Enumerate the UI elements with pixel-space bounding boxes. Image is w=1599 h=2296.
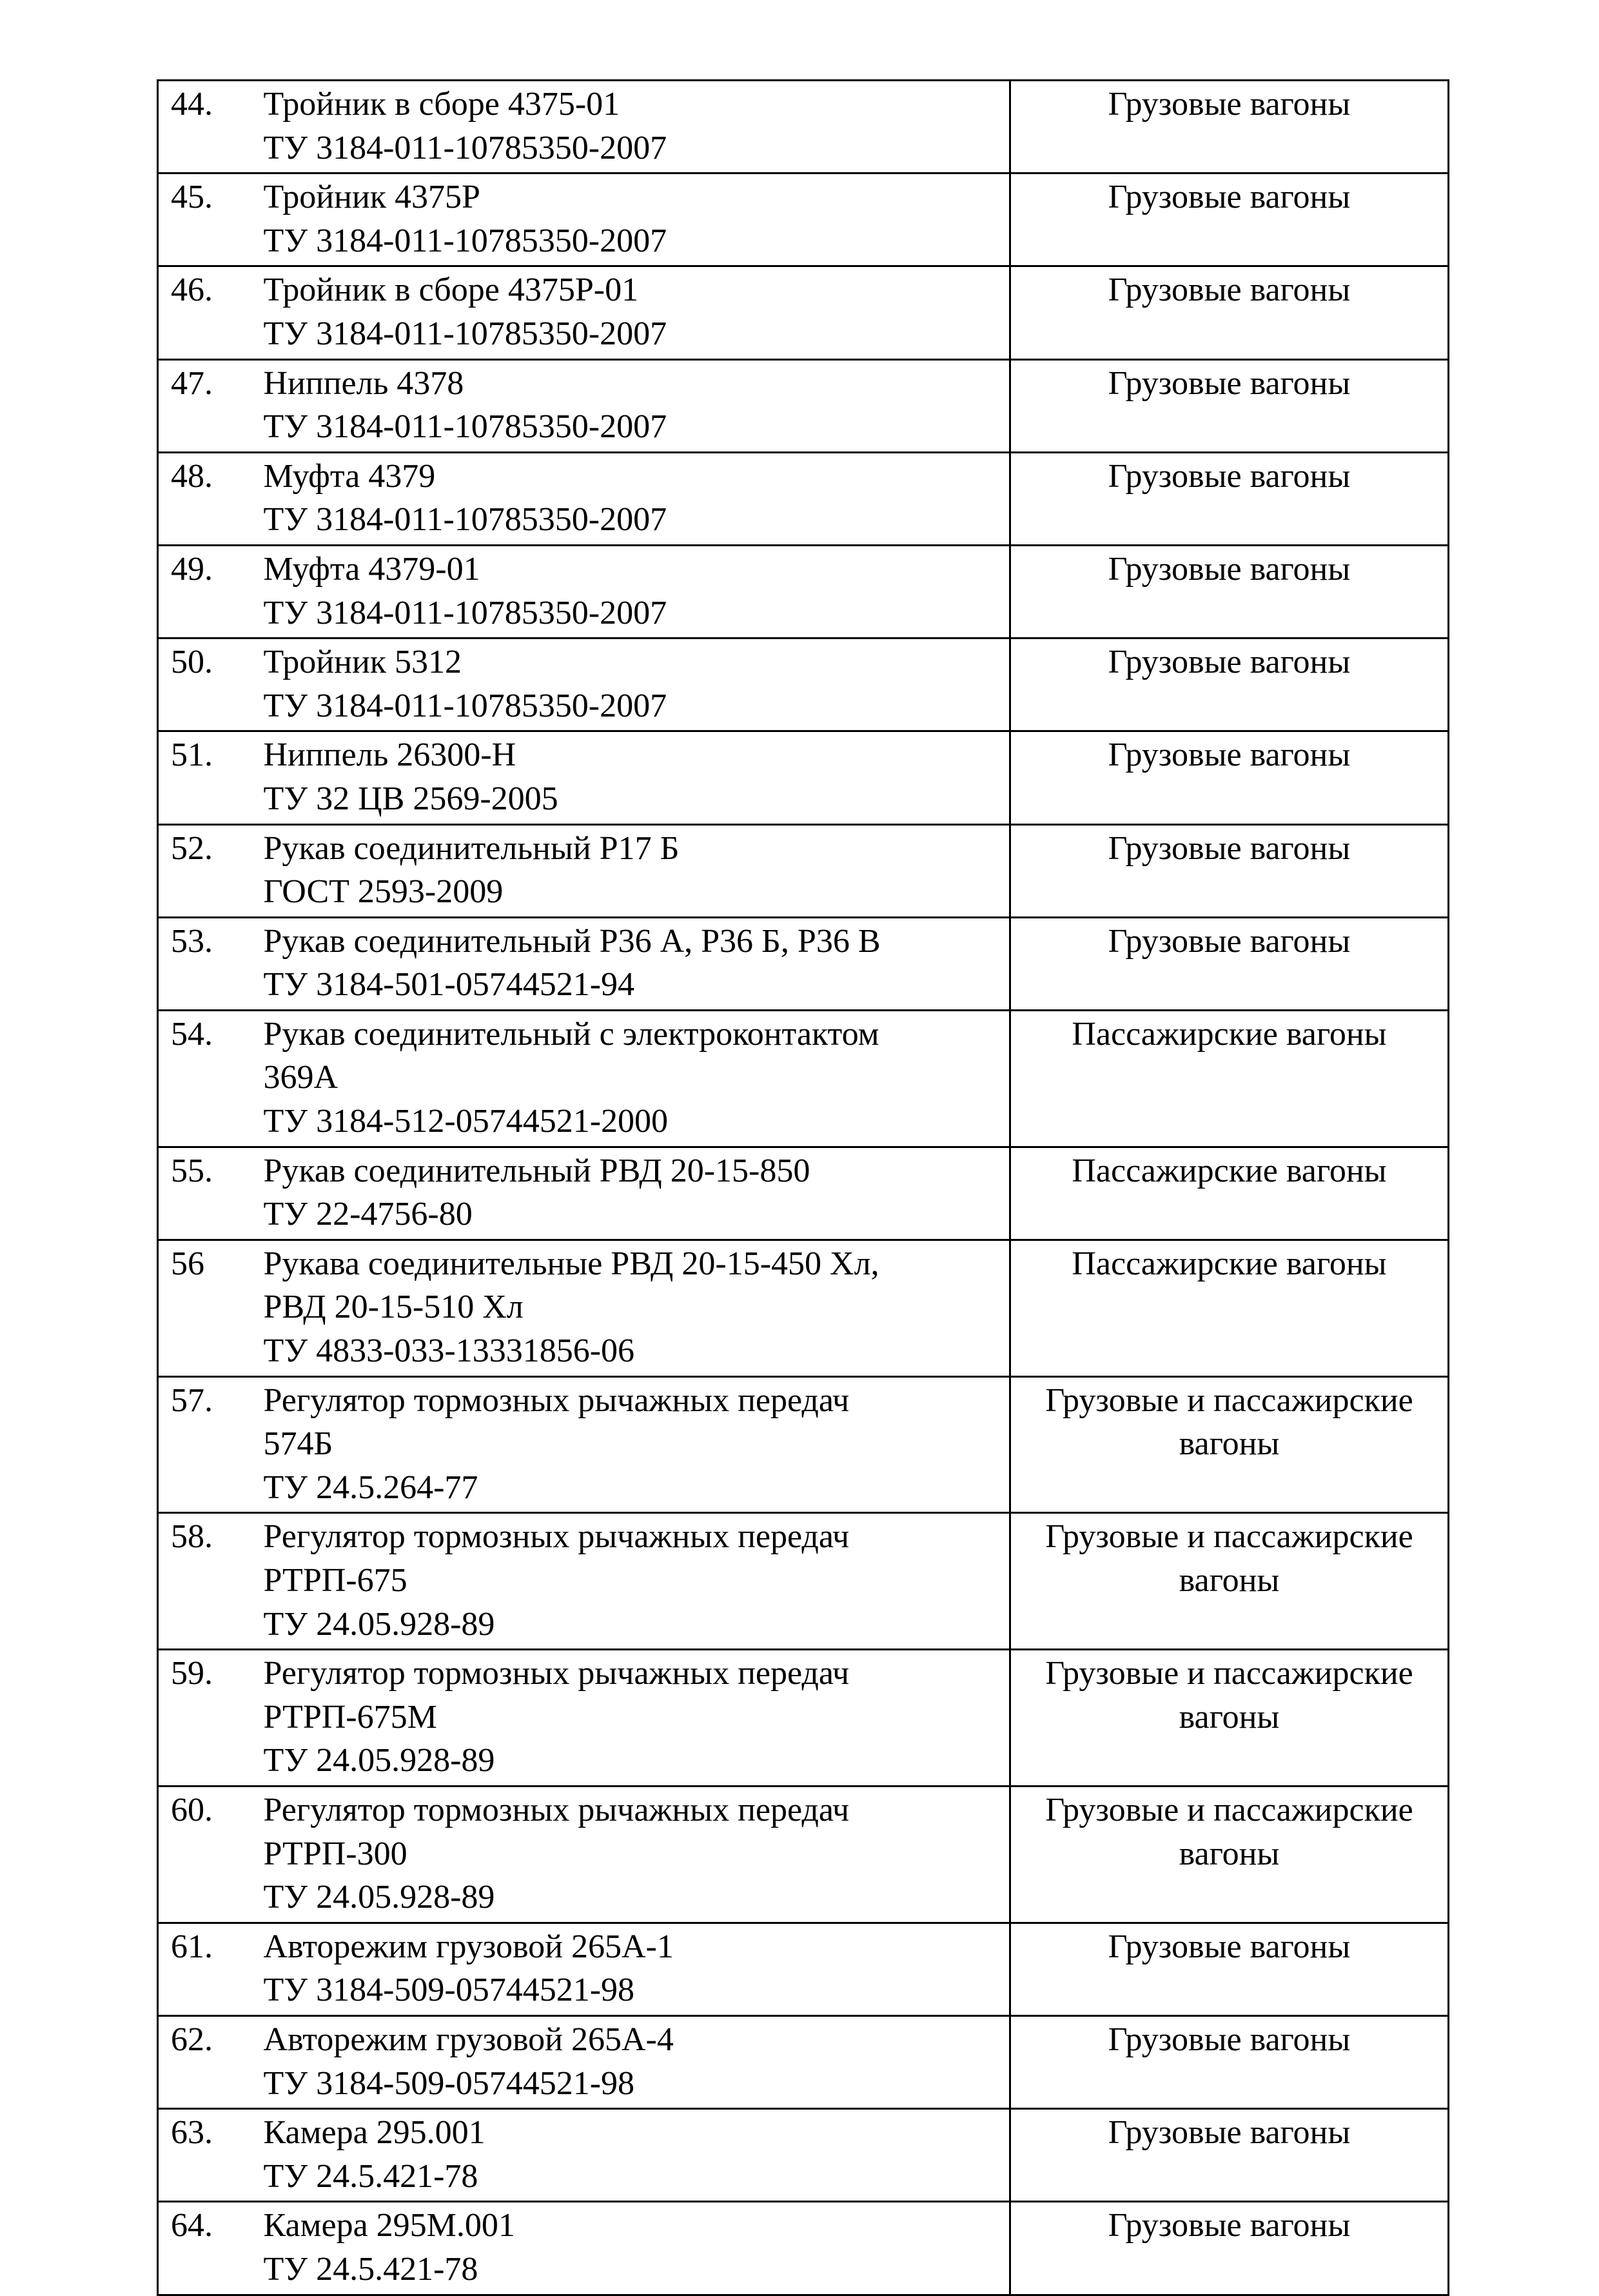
row-number: 63. — [158, 2109, 255, 2202]
wagon-type-cell — [1010, 1376, 1449, 1513]
item-name-cell — [255, 359, 1010, 452]
item-name-cell — [255, 1240, 1010, 1376]
item-name-line: Регулятор тормозных рычажных передач — [263, 1381, 850, 1419]
item-name-cell — [255, 81, 1010, 173]
item-name-cell — [255, 2202, 1010, 2295]
item-name-line: ТУ 3184-011-10785350-2007 — [263, 222, 667, 259]
wagon-type-cell — [1010, 359, 1449, 452]
wagon-type-text: Грузовые вагоны — [1108, 644, 1351, 681]
item-name-line: Тройник в сборе 4375-01 — [263, 86, 620, 123]
wagon-type-text: Грузовые вагоны — [1108, 550, 1351, 588]
item-name-line: Регулятор тормозных рычажных передач — [263, 1791, 850, 1828]
wagon-type-text: Грузовые вагоны — [1108, 2021, 1351, 2058]
wagon-type-cell — [1010, 731, 1449, 824]
row-number: 44. — [158, 81, 255, 173]
wagon-type-cell — [1010, 266, 1449, 359]
item-name-line: ТУ 32 ЦВ 2569-2005 — [263, 780, 558, 817]
row-number: 54. — [158, 1010, 255, 1147]
item-name-line: РВД 20-15-510 Хл — [263, 1289, 524, 1326]
row-number: 60. — [158, 1786, 255, 1923]
item-name-line: Тройник 4375Р — [263, 179, 480, 216]
wagon-type-text: Грузовые вагоны — [1108, 829, 1351, 867]
table-row — [158, 824, 1449, 917]
table-row — [158, 1786, 1449, 1923]
wagon-type-cell — [1010, 1147, 1449, 1240]
item-name-line: Регулятор тормозных рычажных передач — [263, 1655, 850, 1692]
wagon-type-cell — [1010, 545, 1449, 638]
table-row — [158, 1513, 1449, 1650]
wagon-type-text: Пассажирские вагоны — [1072, 1152, 1387, 1189]
item-name-line: ТУ 3184-501-05744521-94 — [263, 966, 635, 1004]
wagon-type-cell — [1010, 917, 1449, 1010]
item-name-line: ТУ 22-4756-80 — [263, 1196, 473, 1233]
item-name-cell — [255, 266, 1010, 359]
item-name-line: ТУ 24.05.928-89 — [263, 1742, 495, 1779]
item-name-cell — [255, 1923, 1010, 2015]
table-row — [158, 2015, 1449, 2108]
item-name-line: Рукав соединительный РВД 20-15-850 — [263, 1152, 810, 1189]
table-row — [158, 1240, 1449, 1376]
row-number: 58. — [158, 1513, 255, 1650]
wagon-type-cell — [1010, 2109, 1449, 2202]
table-row — [158, 1010, 1449, 1147]
wagon-type-cell — [1010, 2015, 1449, 2108]
row-number: 52. — [158, 824, 255, 917]
item-name-line: ГОСТ 2593-2009 — [263, 873, 504, 911]
row-number: 62. — [158, 2015, 255, 2108]
item-name-line: ТУ 3184-509-05744521-98 — [263, 1972, 635, 2009]
item-name-cell — [255, 1650, 1010, 1786]
item-name-cell — [255, 1513, 1010, 1650]
item-name-line: ТУ 4833-033-13331856-06 — [263, 1332, 635, 1370]
wagon-type-cell — [1010, 1240, 1449, 1376]
wagon-type-cell — [1010, 1513, 1449, 1650]
item-name-line: Ниппель 26300-Н — [263, 737, 516, 774]
item-name-line: Ниппель 4378 — [263, 364, 464, 402]
row-number: 46. — [158, 266, 255, 359]
wagon-type-cell — [1010, 1923, 1449, 2015]
wagon-type-text: Пассажирские вагоны — [1072, 1245, 1387, 1282]
row-number: 64. — [158, 2202, 255, 2295]
item-name-cell — [255, 2015, 1010, 2108]
wagon-type-text: Грузовые и пассажирские вагоны — [1045, 1518, 1413, 1599]
wagon-type-text: Грузовые вагоны — [1108, 2114, 1351, 2152]
row-number: 59. — [158, 1650, 255, 1786]
item-name-line: ТУ 24.05.928-89 — [263, 1605, 495, 1643]
item-name-line: ТУ 3184-011-10785350-2007 — [263, 687, 667, 724]
item-name-line: Рукав соединительный Р17 Б — [263, 829, 680, 867]
item-name-line: Рукав соединительный Р36 А, Р36 Б, Р36 В — [263, 922, 881, 960]
wagon-type-cell — [1010, 824, 1449, 917]
item-name-line: РТРП-675 — [263, 1562, 407, 1599]
wagon-type-text: Грузовые вагоны — [1108, 86, 1351, 123]
item-name-cell — [255, 2109, 1010, 2202]
wagon-type-text: Грузовые и пассажирские вагоны — [1045, 1791, 1413, 1872]
item-name-line: Муфта 4379-01 — [263, 550, 480, 588]
wagon-type-cell — [1010, 173, 1449, 266]
wagon-type-text: Грузовые вагоны — [1108, 272, 1351, 309]
row-number: 56 — [158, 1240, 255, 1376]
row-number: 49. — [158, 545, 255, 638]
item-name-line: Авторежим грузовой 265А-4 — [263, 2021, 674, 2058]
row-number: 50. — [158, 638, 255, 731]
table-row — [158, 2109, 1449, 2202]
item-name-line: Тройник 5312 — [263, 644, 462, 681]
wagon-type-cell — [1010, 1650, 1449, 1786]
item-name-line: Регулятор тормозных рычажных передач — [263, 1518, 850, 1556]
item-name-line: Авторежим грузовой 265А-1 — [263, 1928, 674, 1965]
item-name-line: 369А — [263, 1059, 338, 1096]
wagon-type-cell — [1010, 638, 1449, 731]
item-name-line: ТУ 3184-011-10785350-2007 — [263, 129, 667, 166]
table-row — [158, 266, 1449, 359]
row-number: 45. — [158, 173, 255, 266]
item-name-cell — [255, 1786, 1010, 1923]
wagon-type-text: Грузовые вагоны — [1108, 1928, 1351, 1965]
item-name-cell — [255, 545, 1010, 638]
table-body — [158, 81, 1449, 2295]
item-name-line: РТРП-300 — [263, 1835, 407, 1872]
item-name-line: ТУ 3184-011-10785350-2007 — [263, 501, 667, 539]
item-name-cell — [255, 917, 1010, 1010]
item-name-line: Муфта 4379 — [263, 457, 436, 495]
item-name-line: ТУ 3184-512-05744521-2000 — [263, 1103, 669, 1140]
item-name-line: Камера 295М.001 — [263, 2207, 515, 2244]
item-name-line: ТУ 3184-011-10785350-2007 — [263, 594, 667, 631]
table-row — [158, 731, 1449, 824]
wagon-type-cell — [1010, 1010, 1449, 1147]
item-name-line: Рукава соединительные РВД 20-15-450 Хл, — [263, 1245, 879, 1282]
item-name-line: ТУ 3184-011-10785350-2007 — [263, 315, 667, 352]
item-name-line: ТУ 3184-509-05744521-98 — [263, 2064, 635, 2102]
row-number: 47. — [158, 359, 255, 452]
wagon-type-cell — [1010, 81, 1449, 173]
table-row — [158, 1650, 1449, 1786]
table-row — [158, 545, 1449, 638]
item-name-cell — [255, 731, 1010, 824]
row-number: 48. — [158, 452, 255, 545]
item-name-cell — [255, 173, 1010, 266]
wagon-type-text: Грузовые вагоны — [1108, 179, 1351, 216]
row-number: 61. — [158, 1923, 255, 2015]
item-name-cell — [255, 1147, 1010, 1240]
wagon-type-text: Грузовые вагоны — [1108, 737, 1351, 774]
item-name-cell — [255, 824, 1010, 917]
row-number: 51. — [158, 731, 255, 824]
table-row — [158, 917, 1449, 1010]
item-name-cell — [255, 1376, 1010, 1513]
item-name-line: ТУ 3184-011-10785350-2007 — [263, 408, 667, 446]
table-row — [158, 452, 1449, 545]
table-row — [158, 359, 1449, 452]
item-name-line: ТУ 24.5.421-78 — [263, 2250, 478, 2288]
item-name-line: ТУ 24.5.421-78 — [263, 2157, 478, 2195]
table-row — [158, 1147, 1449, 1240]
wagon-type-text: Грузовые вагоны — [1108, 364, 1351, 402]
item-name-line: ТУ 24.05.928-89 — [263, 1879, 495, 1916]
item-name-line: РТРП-675М — [263, 1698, 437, 1736]
wagon-type-cell — [1010, 2202, 1449, 2295]
row-number: 55. — [158, 1147, 255, 1240]
wagon-type-text: Грузовые и пассажирские вагоны — [1045, 1655, 1413, 1736]
wagon-type-cell — [1010, 1786, 1449, 1923]
table-row — [158, 173, 1449, 266]
table-row — [158, 1376, 1449, 1513]
item-name-line: 574Б — [263, 1425, 333, 1463]
item-name-line: Тройник в сборе 4375Р-01 — [263, 272, 639, 309]
wagon-type-text: Грузовые и пассажирские вагоны — [1045, 1381, 1413, 1463]
wagon-type-text: Грузовые вагоны — [1108, 922, 1351, 960]
row-number: 57. — [158, 1376, 255, 1513]
wagon-type-text: Грузовые вагоны — [1108, 457, 1351, 495]
table-row — [158, 638, 1449, 731]
wagon-type-text: Грузовые вагоны — [1108, 2207, 1351, 2244]
wagon-type-text: Пассажирские вагоны — [1072, 1015, 1387, 1053]
item-name-cell — [255, 1010, 1010, 1147]
table-row — [158, 2202, 1449, 2295]
item-name-line: Камера 295.001 — [263, 2114, 486, 2152]
item-name-line: Рукав соединительный с электроконтактом — [263, 1015, 879, 1053]
equipment-table — [157, 79, 1449, 2296]
item-name-line: ТУ 24.5.264-77 — [263, 1469, 478, 1506]
item-name-cell — [255, 638, 1010, 731]
item-name-cell — [255, 452, 1010, 545]
row-number: 53. — [158, 917, 255, 1010]
table-row — [158, 1923, 1449, 2015]
wagon-type-cell — [1010, 452, 1449, 545]
table-row — [158, 81, 1449, 173]
